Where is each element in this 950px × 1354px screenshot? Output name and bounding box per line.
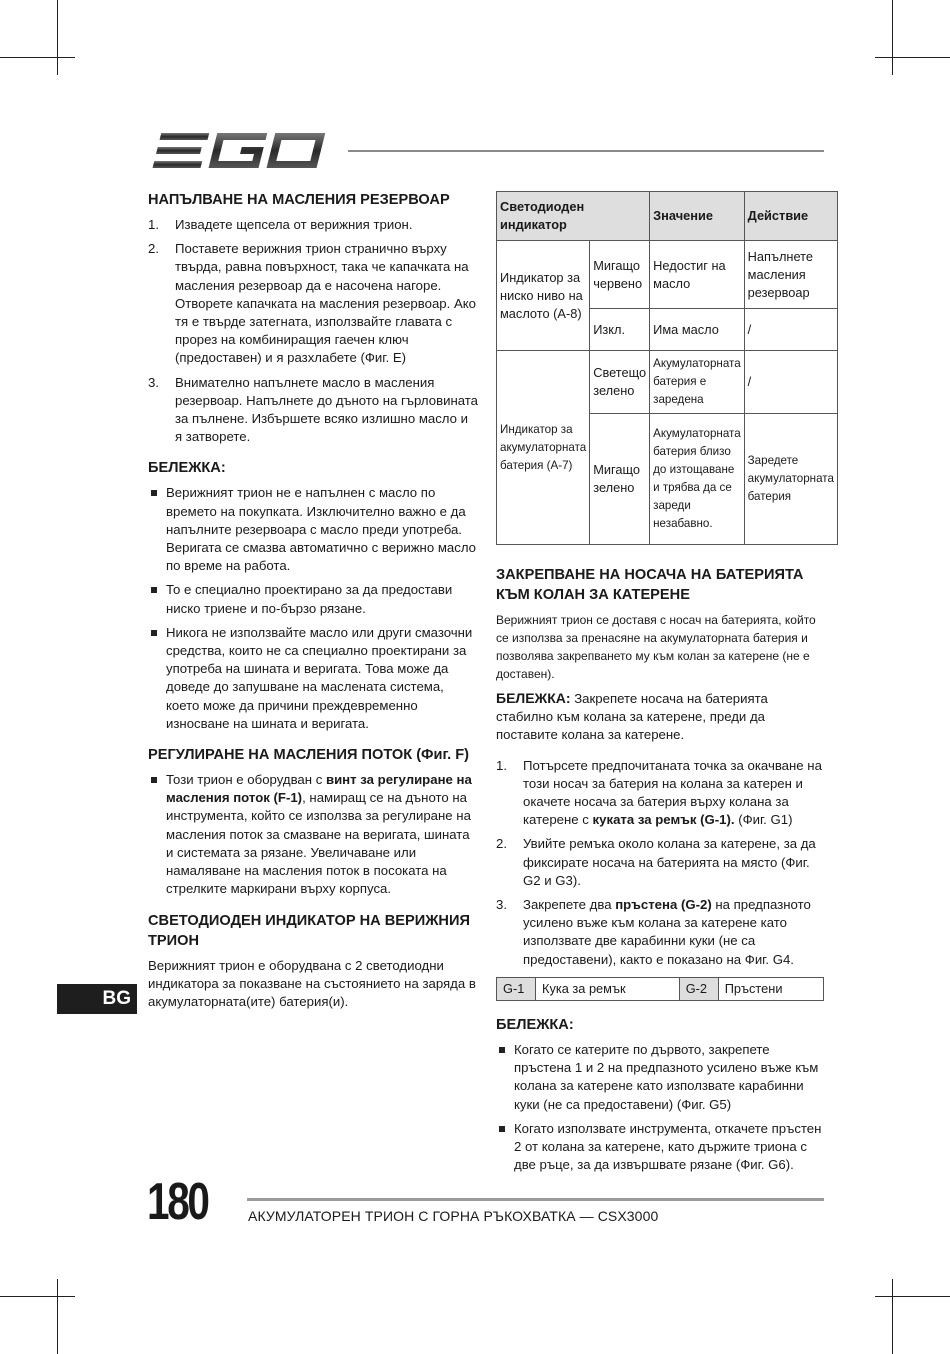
battery-indicator-label: Индикатор за акумулаторната батерия (A-7) [497, 351, 590, 545]
footer-rule [247, 1198, 824, 1201]
right-column [496, 565, 824, 1180]
table-cell: Изкл. [590, 309, 650, 351]
crop-mark [875, 57, 950, 58]
list-item: 3. Закрепете два пръстена (G-2) на предпазното усилено въже към колана за катерене като използвате две карабинни куки (не са предоставени), както е показано на Фиг. G4. [496, 897, 811, 967]
header-action: Действие [744, 192, 837, 241]
language-tab: BG [57, 984, 137, 1014]
table-cell: / [744, 309, 837, 351]
list-item: 3. Внимателно напълнете масло в масления резервоар. Напълнете до дъното на гърловината за пълнене. Избършете всяко излишно масло и я затворете. [148, 374, 479, 445]
table-cell: Пръстени [718, 977, 823, 1000]
note-list [148, 484, 478, 733]
table-cell: / [744, 351, 837, 414]
list-item: 2. Поставете верижния трион странично върху твърда, равна повърхност, така че капачката на масления резервоар да е насочена нагоре. Отворете капачката на масления резервоар. Ако тя е твърде затегната, използвайте главата с прорез на комбиниращия гаечен ключ (предоставен) и я разхлабете (Фиг. E) [148, 241, 476, 366]
parts-legend-table [496, 977, 824, 1001]
table-cell: Има масло [650, 309, 745, 351]
header-indicator: Светодиоден индикатор [497, 192, 650, 241]
table-row [497, 977, 824, 1000]
ego-logo [150, 130, 330, 172]
crop-mark [892, 1279, 893, 1354]
oil-flow-list [148, 771, 478, 898]
led-intro: Верижният трион е оборудвана с 2 светодиодни индикатора за показване на състоянието на заряда в акумулаторната(ите) батерия(и). [148, 957, 476, 1009]
battery-holder-intro: Верижният трион се доставя с носач на батерията, който се използва за пренасяне на акумулаторната батерия и позволява закрепването му към колан за катерене (не е доставен). [496, 613, 816, 681]
crop-mark [892, 0, 893, 75]
table-row [497, 351, 838, 414]
header-rule [348, 150, 824, 152]
note-heading: БЕЛЕЖКА: [496, 1017, 574, 1034]
section-heading-oil-flow: РЕГУЛИРАНЕ НА МАСЛЕНИЯ ПОТОК (Фиг. F) [148, 747, 469, 764]
table-cell: Мигащо червено [590, 241, 650, 309]
table-header-row [497, 192, 838, 241]
note-list [496, 1041, 824, 1174]
table-cell: Кука за ремък [536, 977, 680, 1000]
section-heading-oil-tank: НАПЪЛВАНЕ НА МАСЛЕНИЯ РЕЗЕРВОАР [148, 192, 450, 208]
crop-mark [0, 57, 75, 58]
section-heading-led: СВЕТОДИОДЕН ИНДИКАТОР НА ВЕРИЖНИЯ ТРИОН [148, 912, 470, 949]
crop-mark [0, 1296, 75, 1297]
oil-fill-steps [148, 216, 478, 446]
list-item: 1. Извадете щепсела от верижния трион. [148, 217, 413, 232]
battery-holder-note: БЕЛЕЖКА: Закрепете носача на батерията стабилно към колана за катерене, преди да поставите колана за катерене. [496, 690, 768, 743]
table-cell: G-1 [497, 977, 536, 1000]
list-item: Никога не използвайте масло или други смазочни средства, които не са специално проектирани за употреба на шината и веригата. Това може да доведе до запушване на маслената система, което може да причини преждевременно износване на шината и веригата. [148, 624, 478, 733]
note-heading: БЕЛЕЖКА: [148, 460, 226, 477]
footer-title: АКУМУЛАТОРЕН ТРИОН С ГОРНА РЪКОХВАТКА — CSX3000 [248, 1208, 659, 1224]
table-cell: Светещо зелено [590, 351, 650, 414]
table-row [497, 241, 838, 309]
page-number: 180 [147, 1173, 208, 1231]
list-item: То е специално проектирано за да предостави ниско триене и по-бързо рязане. [148, 581, 478, 617]
list-item: 2. Увийте ремъка около колана за катерене, за да фиксирате носача на батерията на място (Фиг. G2 и G3). [496, 836, 816, 888]
table-cell: Недостиг на масло [650, 241, 745, 309]
crop-mark [57, 1279, 58, 1354]
list-item: Когато се катерите по дървото, закрепете пръстена 1 и 2 на предпазното усилено въже към колана за катерене като използвате карабинни куки (не са предоставени) (Фиг. G5) [496, 1041, 824, 1114]
table-cell: Акумулаторната батерия е заредена [650, 351, 745, 414]
crop-mark [875, 1296, 950, 1297]
table-cell: G-2 [679, 977, 718, 1000]
list-item: Верижният трион не е напълнен с масло по времето на покупката. Изключително важно е да напълните резервоара с масло преди употреба. Веригата се смазва автоматично с верижно масло по време на работа. [148, 484, 478, 575]
section-heading-battery-holder: ЗАКРЕПВАНЕ НА НОСАЧА НА БАТЕРИЯТА КЪМ КОЛАН ЗА КАТЕРЕНЕ [496, 567, 804, 603]
list-item: Когато използвате инструмента, откачете пръстен 2 от колана за катерене, като държите триона с две ръце, за да извършвате рязане (Фиг. G6). [496, 1120, 824, 1175]
crop-mark [57, 0, 58, 75]
oil-indicator-label: Индикатор за ниско ниво на маслото (A-8) [497, 241, 590, 351]
led-indicator-table [496, 191, 838, 545]
battery-holder-steps [496, 757, 824, 969]
table-cell: Мигащо зелено [590, 414, 650, 545]
table-cell: Напълнете масления резервоар [744, 241, 837, 309]
table-cell: Заредете акумулаторната батерия [744, 414, 837, 545]
left-column [148, 190, 478, 1011]
list-item: Този трион е оборудван с винт за регулиране на масления поток (F-1), намиращ се на дъното на инструмента, който се използва за регулиране на масления поток за смазване на веригата, шината и системата за рязане. Увеличаване или намаляване на масления поток в посоката на стрелките маркирани върху корпуса. [148, 771, 478, 898]
table-cell: Акумулаторната батерия близо до изтощаване и трябва да се зареди незабавно. [650, 414, 745, 545]
list-item: 1. Потърсете предпочитаната точка за окачване на този носач за батерия на колана за катерен и окачете носача за батерия върху колана за катерене с куката за ремък (G-1). (Фиг. G1) [496, 757, 822, 828]
header-meaning: Значение [650, 192, 745, 241]
